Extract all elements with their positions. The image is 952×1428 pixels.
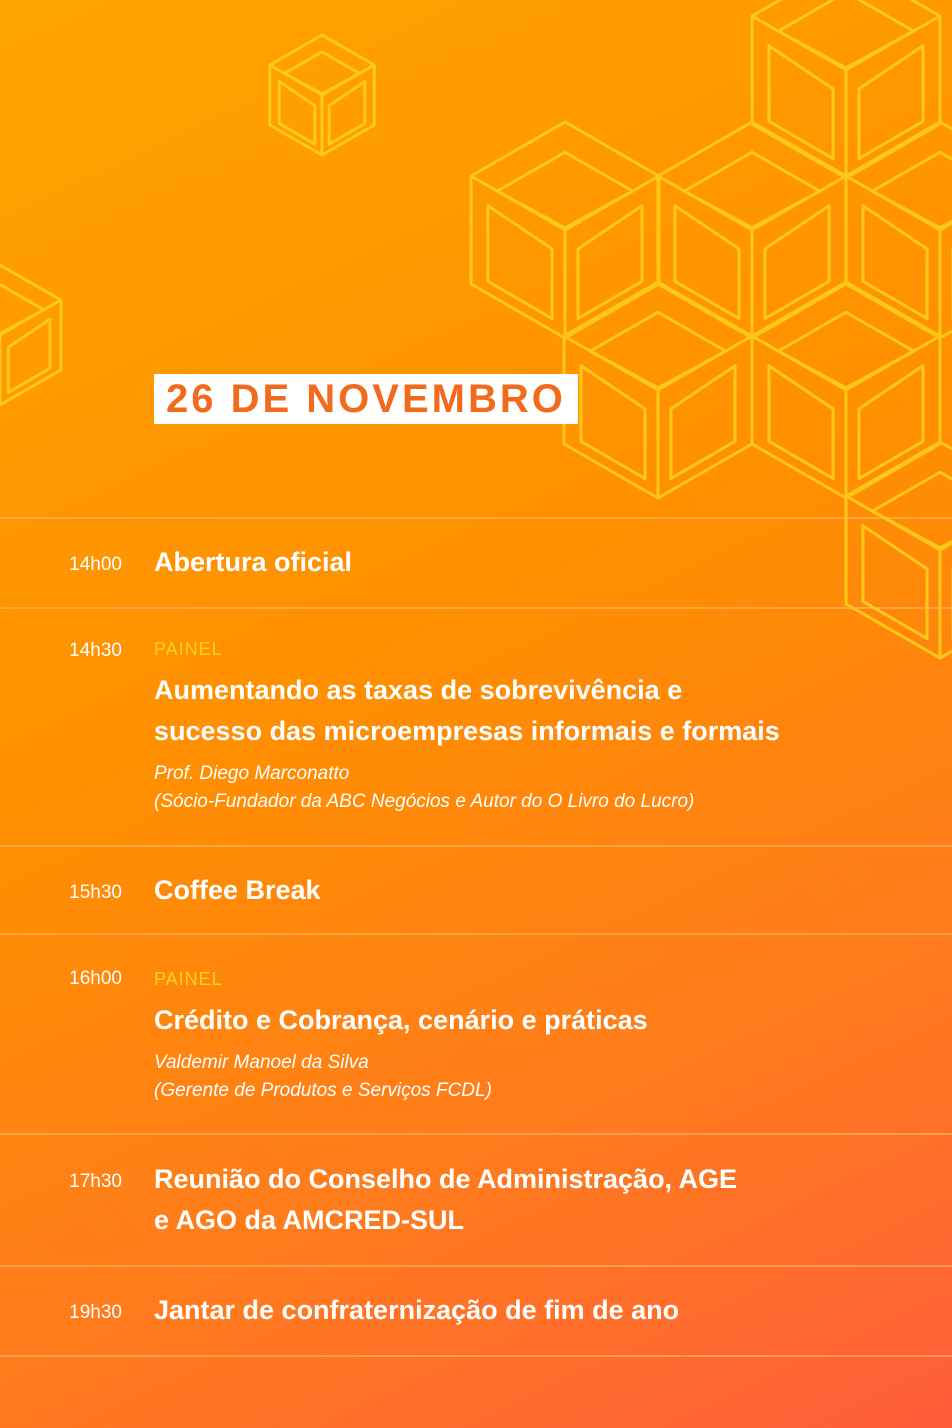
- session-title-line: Aumentando as taxas de sobrevivência e: [154, 675, 683, 705]
- divider: [0, 1133, 952, 1135]
- speaker-role: (Gerente de Produtos e Serviços FCDL): [154, 1080, 492, 1101]
- date-label: 26 DE NOVEMBRO: [166, 377, 566, 421]
- speaker-role: (Sócio-Fundador da ABC Negócios e Autor do O Livro do Lucro): [154, 791, 695, 812]
- session-type-label: PAINEL: [154, 639, 223, 659]
- session-title-line: Reunião do Conselho de Administração, AGE: [154, 1164, 738, 1194]
- schedule-content: [154, 968, 934, 1105]
- time-label: 14h00: [69, 554, 122, 575]
- session-title-line: sucesso das microempresas informais e formais: [154, 716, 780, 746]
- time-label: 15h30: [69, 882, 122, 903]
- session-title: Coffee Break: [154, 875, 321, 905]
- schedule-content: [154, 1159, 934, 1241]
- schedule-content: [154, 870, 934, 911]
- date-badge: [154, 374, 578, 424]
- divider: [0, 845, 952, 847]
- divider: [0, 1265, 952, 1267]
- speaker-name: Prof. Diego Marconatto: [154, 763, 350, 784]
- session-title: Jantar de confraternização de fim de ano: [154, 1295, 680, 1325]
- divider: [0, 517, 952, 519]
- time-label: 14h30: [69, 640, 122, 661]
- time-label: 19h30: [69, 1302, 122, 1323]
- divider: [0, 933, 952, 935]
- time-label: 16h00: [69, 968, 122, 989]
- session-title-line: e AGO da AMCRED-SUL: [154, 1205, 465, 1235]
- divider: [0, 1355, 952, 1357]
- schedule-content: [154, 1290, 934, 1331]
- session-title: Crédito e Cobrança, cenário e práticas: [154, 1005, 648, 1035]
- session-type-label: PAINEL: [154, 969, 223, 989]
- schedule-content: [154, 542, 934, 583]
- speaker-name: Valdemir Manoel da Silva: [154, 1052, 369, 1073]
- schedule-content: [154, 638, 934, 816]
- session-title: Abertura oficial: [154, 547, 353, 577]
- time-label: 17h30: [69, 1171, 122, 1192]
- divider: [0, 607, 952, 609]
